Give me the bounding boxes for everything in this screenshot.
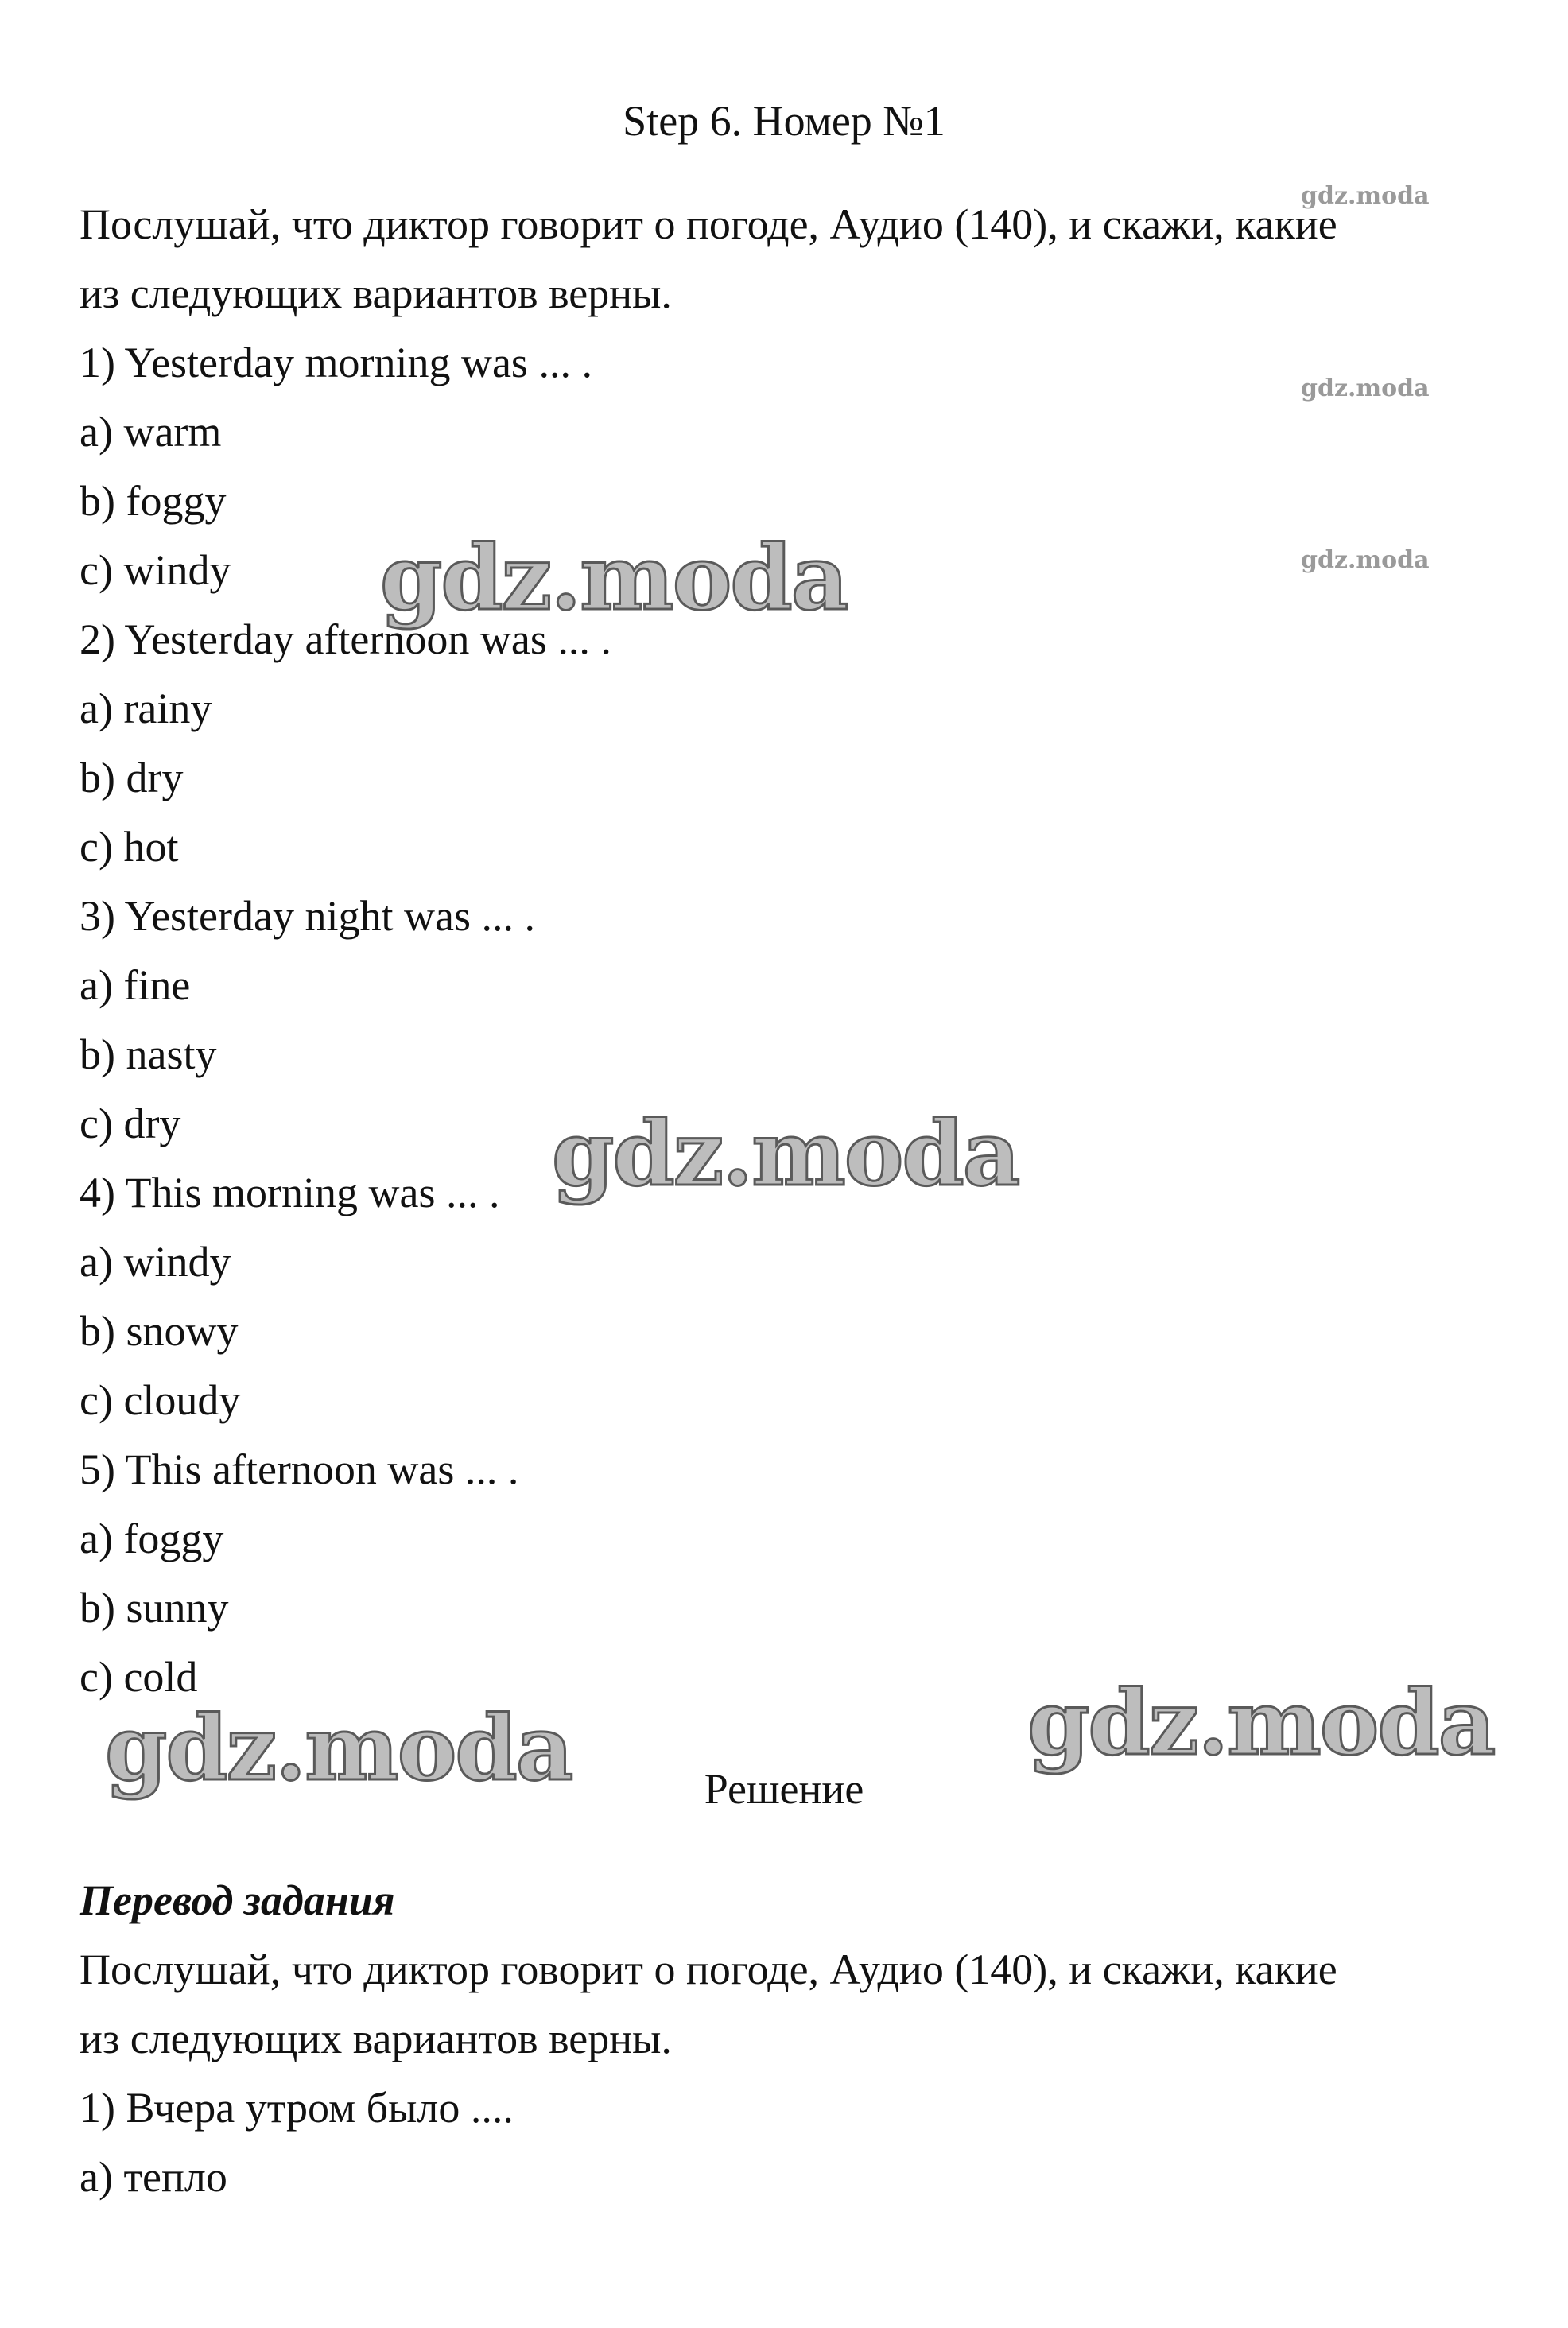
translation-line-1: Послушай, что диктор говорит о погоде, Аудио (140), и скажи, какие [80, 1946, 1337, 1993]
question-4-option-a: a) windy [80, 1238, 231, 1286]
page-title: Step 6. Номер №1 [623, 97, 945, 145]
solution-heading: Решение [704, 1765, 864, 1813]
question-5-option-c: c) cold [80, 1653, 198, 1701]
question-2-text: 2) Yesterday afternoon was ... . [80, 615, 611, 663]
translation-question-1-option-a: а) тепло [80, 2153, 227, 2201]
question-1-option-b: b) foggy [80, 477, 227, 525]
question-1-text: 1) Yesterday morning was ... . [80, 339, 592, 386]
watermark-large-4: gdz.moda [1027, 1671, 1495, 1775]
task-instruction-line-2: из следующих вариантов верны. [80, 270, 672, 317]
question-2-option-a: a) rainy [80, 685, 212, 732]
watermark-small-2: gdz.moda [1301, 374, 1430, 402]
translation-line-2: из следующих вариантов верны. [80, 2015, 672, 2062]
watermark-large-1: gdz.moda [380, 526, 848, 630]
question-3-option-c: c) dry [80, 1100, 181, 1147]
question-5-option-b: b) sunny [80, 1584, 229, 1632]
question-4-option-b: b) snowy [80, 1307, 239, 1355]
question-5-text: 5) This afternoon was ... . [80, 1445, 519, 1493]
watermark-large-2: gdz.moda [552, 1102, 1019, 1206]
watermark-small-3: gdz.moda [1301, 546, 1430, 574]
question-1-option-c: c) windy [80, 546, 231, 594]
question-3-text: 3) Yesterday night was ... . [80, 892, 535, 940]
question-2-option-b: b) dry [80, 754, 184, 801]
question-5-option-a: a) foggy [80, 1515, 224, 1562]
translation-question-1: 1) Вчера утром было .... [80, 2084, 514, 2132]
task-instruction-line-1: Послушай, что диктор говорит о погоде, Аудио (140), и скажи, какие [80, 200, 1337, 248]
question-3-option-b: b) nasty [80, 1030, 217, 1078]
question-4-text: 4) This morning was ... . [80, 1169, 500, 1216]
question-1-option-a: a) warm [80, 408, 222, 456]
translation-heading: Перевод задания [80, 1876, 395, 1924]
question-3-option-a: a) fine [80, 961, 191, 1009]
question-4-option-c: c) cloudy [80, 1376, 241, 1424]
watermark-small-1: gdz.moda [1301, 182, 1430, 210]
watermark-large-3: gdz.moda [105, 1697, 572, 1801]
question-2-option-c: c) hot [80, 823, 179, 871]
